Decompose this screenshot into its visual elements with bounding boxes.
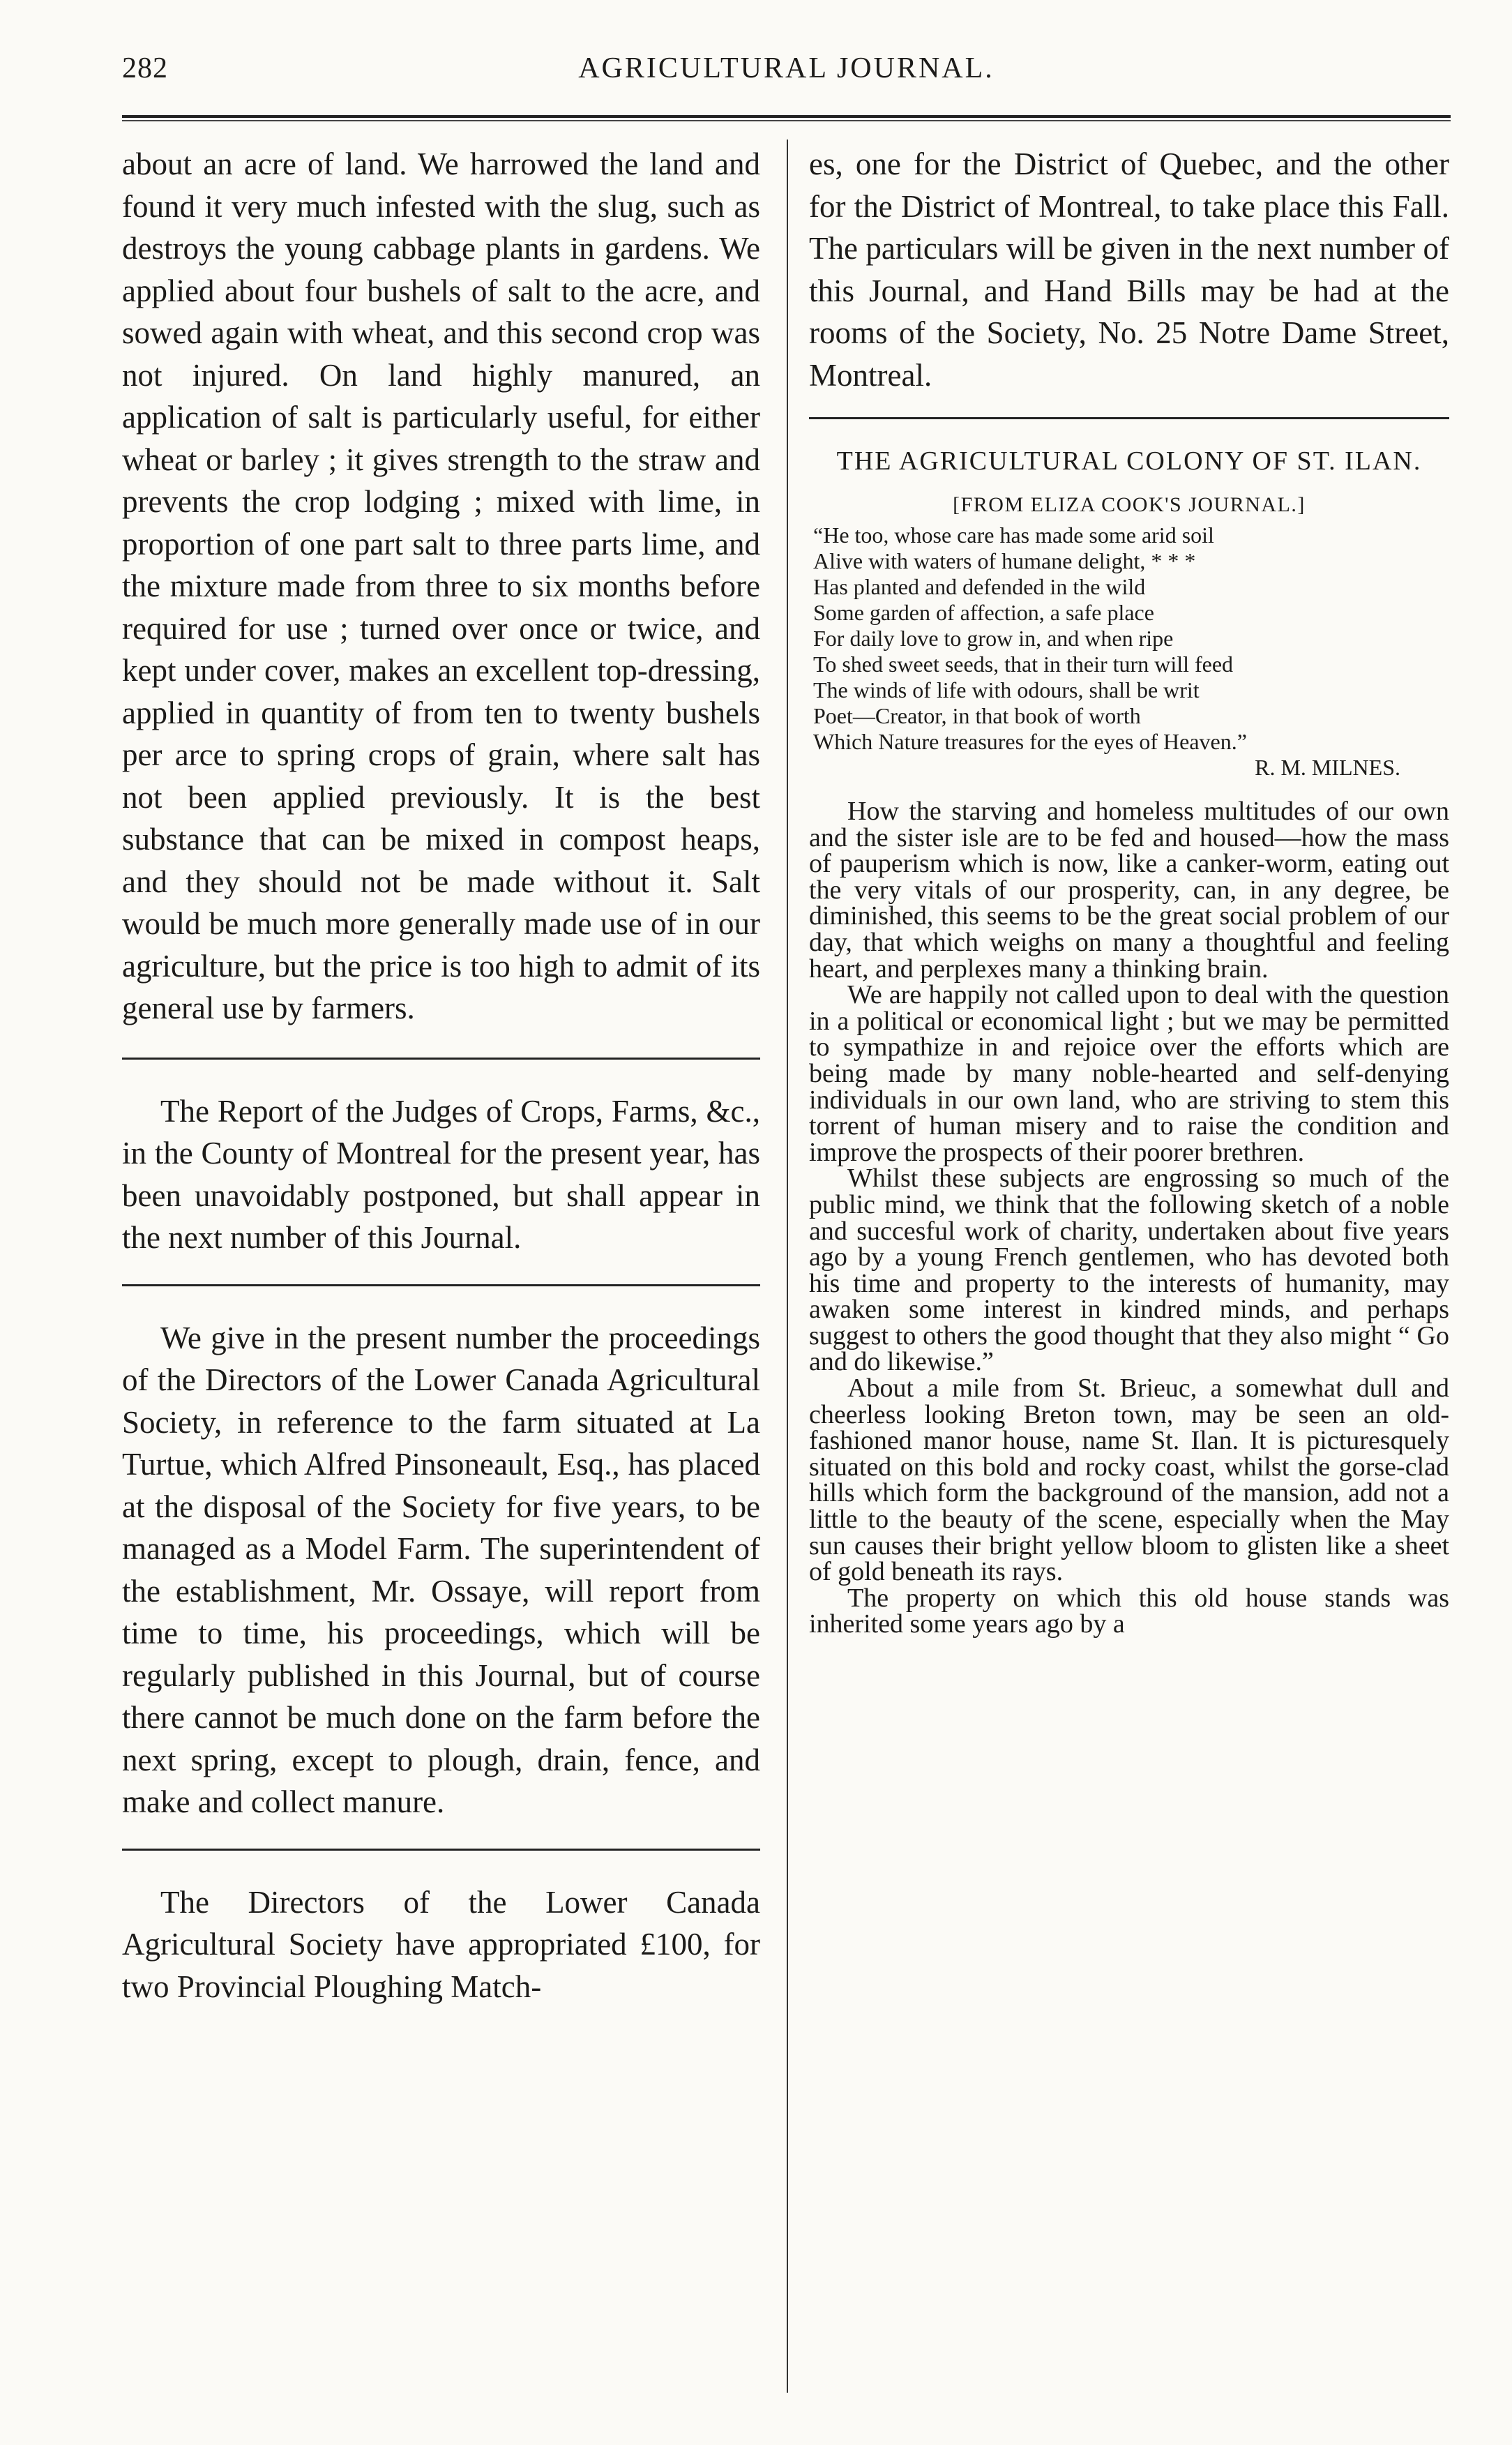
header-rule [122, 115, 1451, 118]
article-body [809, 799, 1449, 1638]
article-paragraph: The property on which this old house stands was inherited some years ago by a [809, 1583, 1449, 1639]
article-paragraph: About a mile from St. Brieuc, a somewhat dull and cheerless looking Breton town, may be seen an old-fashioned manor house, name St. Ilan. It is picturesquely situated on this bold and rocky coast, whilst the gorse-clad hills which form the background of the mansion, add not a little to the beauty of the scene, especially when the May sun causes their bright yellow bloom to glisten like a sheet of gold beneath its rays. [809, 1374, 1449, 1587]
ploughing-match-notice: The Directors of the Lower Canada Agricultural Society have appropriated £100, for two Provincial Ploughing Match- [122, 1884, 760, 2004]
page-header [122, 52, 1451, 100]
poem-line: “He too, whose care has made some arid soil [813, 522, 1214, 548]
article-paragraph: How the starving and homeless multitudes of our own and the sister isle are to be fed and housed—how the mass of pauperism which is now, like a canker-worm, eating out the very vitals of our prosperity, can, in any degree, be diminished, this seems to be the great social problem of our day, that which weighs on many a thoughtful and feeling heart, and perplexes many a thinking brain. [809, 797, 1449, 984]
poem-line: To shed sweet seeds, that in their turn will feed [813, 652, 1234, 677]
ploughing-match-continued: es, one for the District of Quebec, and the other for the District of Montreal, to take place this Fall. The particulars will be given in the next number of this Journal, and Hand Bills may be had at the rooms of the Society, No. 25 Notre Dame Street, Montreal. [809, 146, 1449, 393]
poem-line: For daily love to grow in, and when ripe [813, 626, 1174, 651]
article-paragraph: We are happily not called upon to deal with the question in a political or economical light ; but we may be permitted to sympathize in and rejoice over the efforts which are being made by many noble-hearted and self-denying individuals in our own land, who are striving to stem this torrent of human misery and to raise the condition and improve the prospects of their poorer brethren. [809, 980, 1449, 1167]
page-number: 282 [122, 52, 168, 84]
right-column [809, 143, 1449, 1638]
header-rule-thin [122, 120, 1451, 121]
article-title: THE AGRICULTURAL COLONY OF ST. ILAN. [836, 446, 1422, 476]
poem-line: Alive with waters of humane delight, * * * [813, 548, 1196, 573]
salt-paragraph: about an acre of land. We harrowed the land and found it very much infested with the slug, such as destroys the young cabbage plants in gardens. We applied about four bushels of salt to the acre, and sowed again with wheat, and this second crop was not injured. On land highly manured, an application of salt is particularly useful, for either wheat or barley ; it gives strength to the straw and prevents the crop lodging ; mixed with lime, in proportion of one part salt to three parts lime, and the mixture made from three to six months before required for use ; turned over once or twice, and kept under cover, makes an excellent top-dressing, applied in quantity of from ten to twenty bushels per arce to spring crops of grain, where salt has not been applied previously. It is the best substance that can be mixed in compost heaps, and they should not be made without it. Salt would be much more generally made use of in our agriculture, but the price is too high to admit of its general use by farmers. [122, 146, 760, 1025]
poem-line: Which Nature treasures for the eyes of Heaven.” [813, 729, 1247, 754]
article-source: [FROM ELIZA COOK'S JOURNAL.] [953, 493, 1306, 516]
epigraph-poem [809, 522, 1449, 755]
poem-line: Some garden of affection, a safe place [813, 600, 1154, 625]
column-divider [787, 140, 788, 2393]
report-notice: The Report of the Judges of Crops, Farms, &c., in the County of Montreal for the present year, has been unavoidably postponed, but shall appear in the next number of this Journal. [122, 1093, 760, 1255]
article-paragraph: Whilst these subjects are engrossing so much of the public mind, we think that the following sketch of a noble and succesful work of charity, undertaken about five years ago by a young French gentlemen, who has devoted both his time and property to the interests of humanity, may awaken some interest in kindred minds, and perhaps suggest to others the good thought that they also might “ Go and do likewise.” [809, 1164, 1449, 1377]
poem-attribution: R. M. MILNES. [1255, 755, 1400, 780]
poem-line: Has planted and defended in the wild [813, 574, 1146, 599]
poem-line: The winds of life with odours, shall be writ [813, 677, 1200, 702]
model-farm-notice: We give in the present number the proceedings of the Directors of the Lower Canada Agricultural Society, in reference to the farm situated at La Turtue, which Alfred Pinsoneault, Esq., has placed at the disposal of the Society for five years, to be managed as a Model Farm. The superintendent of the establishment, Mr. Ossaye, will report from time to time, his proceedings, which will be regularly published in this Journal, but of course there cannot be much done on the farm before the next spring, except to plough, drain, fence, and make and collect manure. [122, 1320, 760, 1819]
journal-title: AGRICULTURAL JOURNAL. [578, 52, 995, 84]
poem-line: Poet—Creator, in that book of worth [813, 703, 1141, 728]
left-column [122, 143, 760, 2008]
